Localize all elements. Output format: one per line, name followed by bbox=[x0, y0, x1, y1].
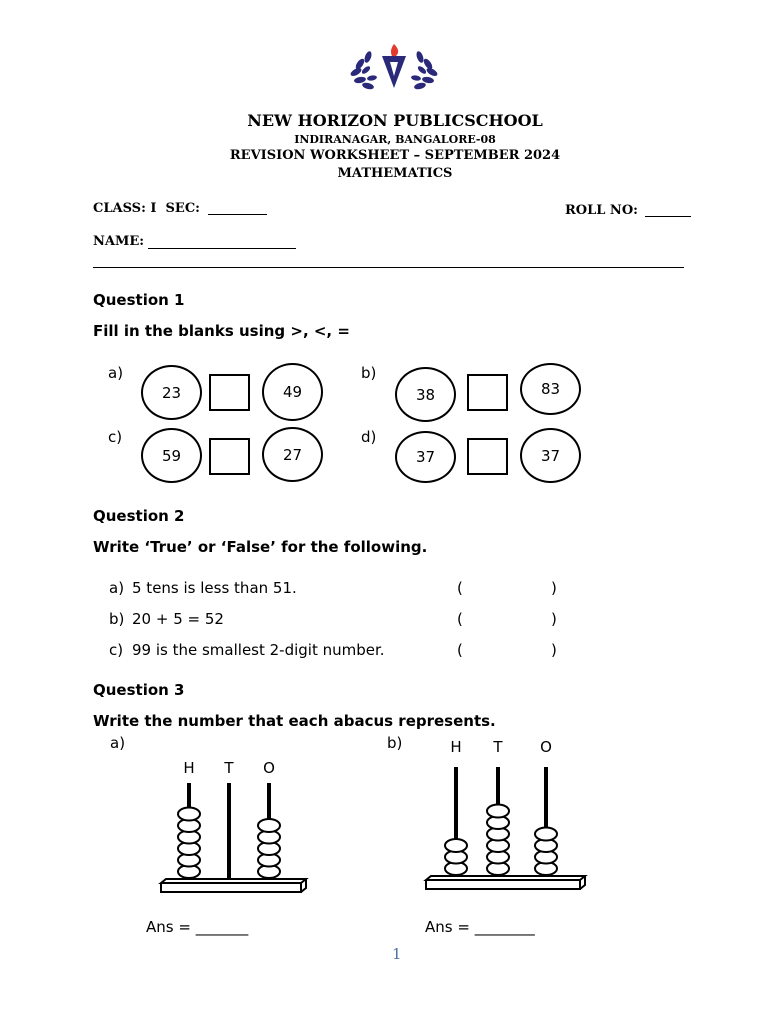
abacus-rod-label: O bbox=[540, 738, 552, 756]
abacus-bead bbox=[445, 839, 467, 852]
q1a-right-number: 49 bbox=[262, 363, 323, 421]
q1a-left-number: 23 bbox=[141, 365, 202, 420]
abacus-bead bbox=[535, 828, 557, 841]
abacus-bead bbox=[178, 808, 200, 821]
q1d-left-number: 37 bbox=[395, 431, 456, 483]
worksheet-title: REVISION WORKSHEET – SEPTEMBER 2024 bbox=[229, 148, 561, 163]
q2-item-text: 20 + 5 = 52 bbox=[132, 610, 224, 628]
question3-title: Question 3 bbox=[93, 681, 185, 699]
q1c-right-number: 27 bbox=[262, 427, 323, 482]
school-name: NEW HORIZON PUBLICSCHOOL bbox=[247, 111, 543, 130]
q1-item-label: d) bbox=[361, 428, 377, 446]
abacus-rod bbox=[227, 783, 231, 879]
roll-label: ROLL NO: bbox=[565, 203, 638, 218]
torch-laurel-logo-icon bbox=[346, 42, 442, 96]
name-label: NAME: bbox=[93, 234, 145, 249]
q2a-answer-slot[interactable] bbox=[470, 577, 546, 599]
q1b-left-number: 38 bbox=[395, 367, 456, 422]
abacus-bead bbox=[487, 805, 509, 818]
q1-item-label: c) bbox=[108, 428, 123, 446]
question2-title: Question 2 bbox=[93, 507, 185, 525]
abacus-b bbox=[418, 734, 588, 900]
q2c-answer-slot[interactable] bbox=[470, 639, 546, 661]
q2-item-text: 99 is the smallest 2-digit number. bbox=[132, 641, 385, 659]
abacus-bead bbox=[258, 819, 280, 832]
header-divider bbox=[93, 267, 684, 268]
q1-item-label: b) bbox=[361, 364, 377, 382]
abacus-rod-label: H bbox=[450, 738, 462, 756]
q2c-open-paren: ( bbox=[457, 641, 463, 659]
page-number: 1 bbox=[392, 945, 402, 963]
q2b-answer-slot[interactable] bbox=[470, 608, 546, 630]
q2b-close-paren: ) bbox=[551, 610, 557, 628]
abacus-base bbox=[426, 876, 585, 889]
question1-instruction: Fill in the blanks using >, <, = bbox=[93, 322, 350, 340]
question1-title: Question 1 bbox=[93, 291, 185, 309]
abacus-rod-label: O bbox=[263, 759, 275, 777]
q2c-close-paren: ) bbox=[551, 641, 557, 659]
abacus-rod-label: T bbox=[224, 759, 234, 777]
question3-instruction: Write the number that each abacus represents. bbox=[93, 712, 496, 730]
q1b-answer-box[interactable] bbox=[467, 374, 508, 411]
subject-title: MATHEMATICS bbox=[337, 166, 453, 181]
school-address: INDIRANAGAR, BANGALORE-08 bbox=[294, 133, 496, 146]
q2-item-text: 5 tens is less than 51. bbox=[132, 579, 297, 597]
q1c-left-number: 59 bbox=[141, 428, 202, 483]
q3a-answer-line[interactable]: Ans = _______ bbox=[146, 918, 249, 936]
q1d-right-number: 37 bbox=[520, 428, 581, 483]
q2-item-label: b) bbox=[109, 610, 125, 628]
q2a-close-paren: ) bbox=[551, 579, 557, 597]
abacus-base bbox=[161, 879, 306, 892]
abacus-a bbox=[155, 755, 310, 900]
q1b-right-number: 83 bbox=[520, 363, 581, 415]
q2b-open-paren: ( bbox=[457, 610, 463, 628]
q3-item-label: b) bbox=[387, 734, 403, 752]
name-blank[interactable] bbox=[148, 248, 296, 249]
q2-item-label: a) bbox=[109, 579, 125, 597]
q1d-answer-box[interactable] bbox=[467, 438, 508, 475]
class-label: CLASS: I SEC: bbox=[93, 201, 200, 216]
q1c-answer-box[interactable] bbox=[209, 438, 250, 475]
q2a-open-paren: ( bbox=[457, 579, 463, 597]
roll-blank[interactable] bbox=[645, 216, 691, 217]
abacus-rod-label: H bbox=[183, 759, 195, 777]
section-blank[interactable] bbox=[208, 214, 267, 215]
q1a-answer-box[interactable] bbox=[209, 374, 250, 411]
q2-item-label: c) bbox=[109, 641, 124, 659]
question2-instruction: Write ‘True’ or ‘False’ for the following. bbox=[93, 538, 428, 556]
abacus-rod-label: T bbox=[493, 738, 503, 756]
q1-item-label: a) bbox=[108, 364, 124, 382]
q3-item-label: a) bbox=[110, 734, 126, 752]
q3b-answer-line[interactable]: Ans = ________ bbox=[425, 918, 535, 936]
